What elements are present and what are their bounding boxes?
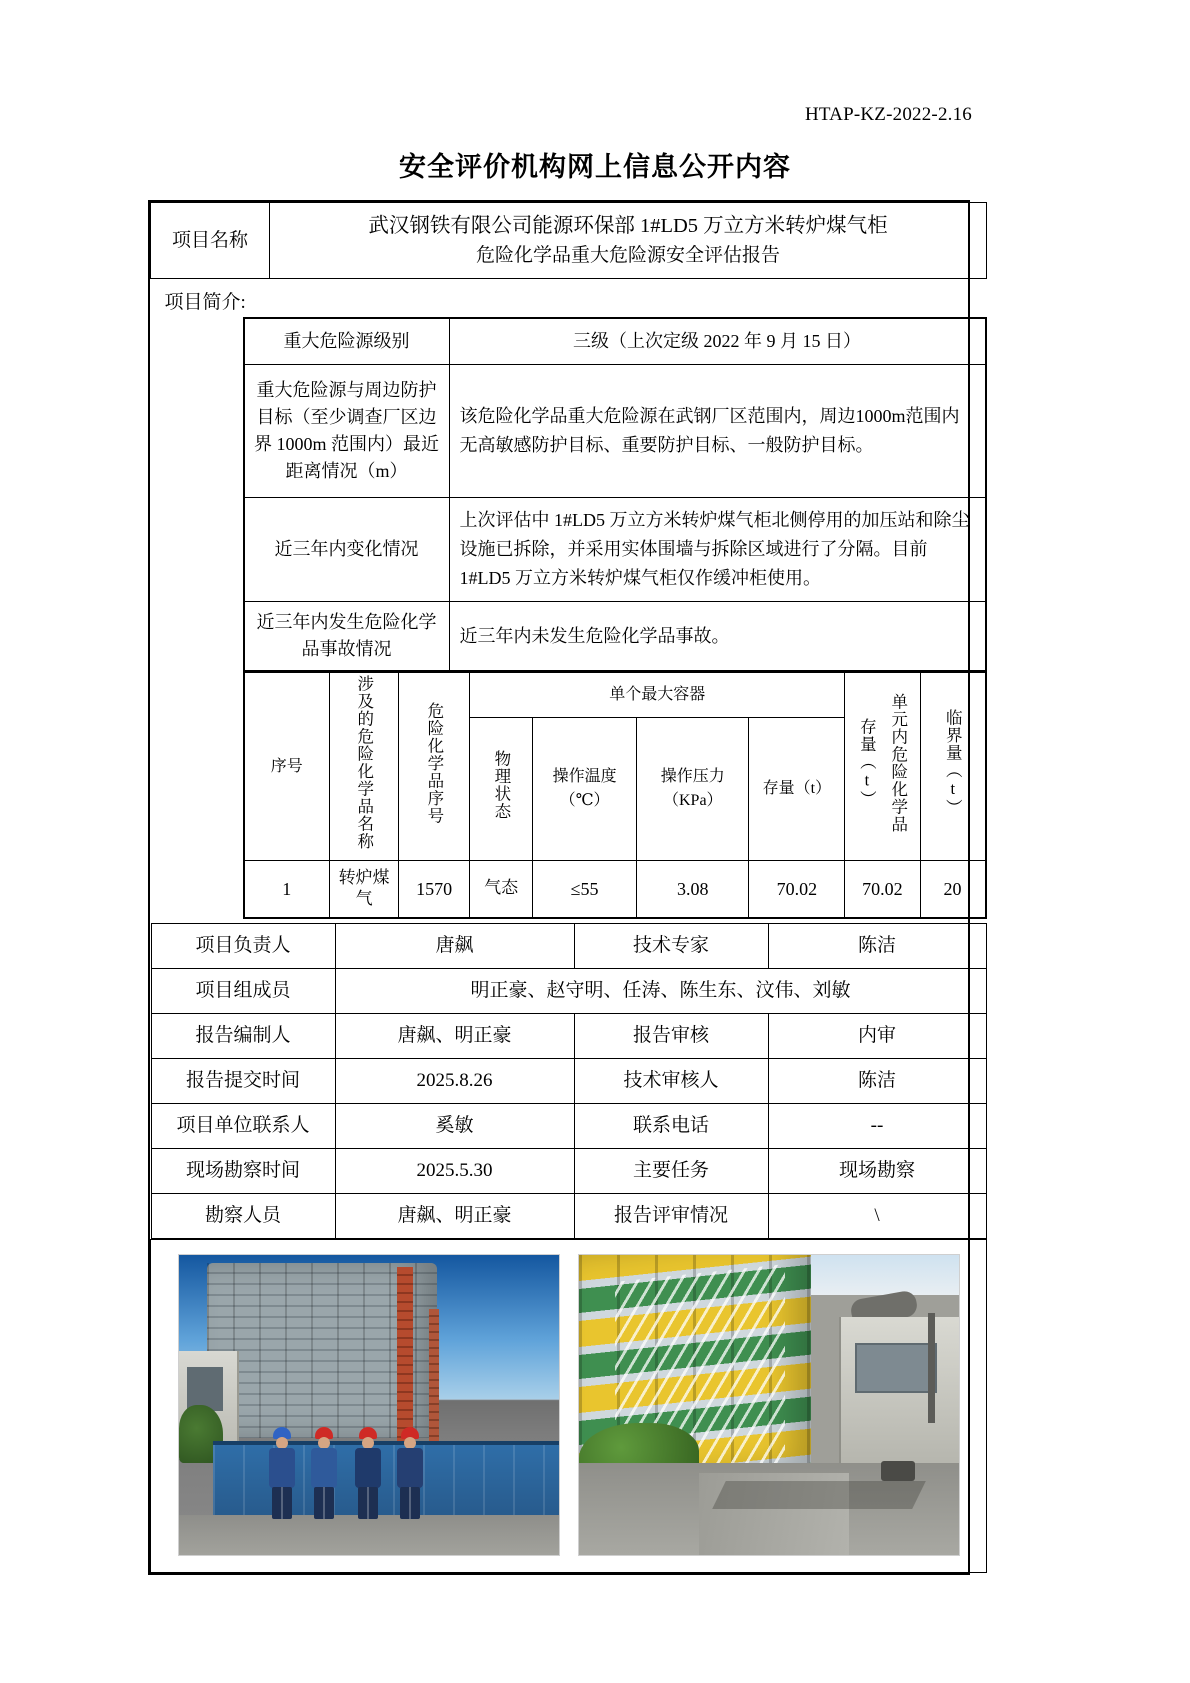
worker-legs: [272, 1487, 292, 1519]
cell-op-press: 3.08: [637, 860, 749, 918]
worker-uniform: [397, 1448, 423, 1488]
cell-storage: 70.02: [749, 860, 845, 918]
th-phys-state-text: 物理状态: [491, 750, 511, 821]
staff-label-4: 项目单位联系人: [151, 1103, 335, 1148]
th-unit-storage: [845, 672, 920, 860]
th-chem-seq-text: 危险化学品序号: [424, 701, 444, 825]
th-seq: 序号: [244, 672, 330, 860]
protection-target-label: 重大危险源与周边防护目标（至少调查厂区边界 1000m 范围内）最近距离情况（m）: [244, 364, 450, 497]
site-photo-plant-building: [578, 1254, 960, 1556]
staff-label-5: 现场勘察时间: [151, 1148, 335, 1193]
cell-unit-storage: 70.02: [845, 860, 920, 918]
photos-row: [151, 1239, 987, 1572]
th-chem-seq: [399, 672, 470, 860]
worker-head: [318, 1437, 330, 1449]
staff-row: [151, 1193, 986, 1238]
staff-label2-6: 报告评审情况: [574, 1193, 768, 1238]
staff-section-row: [151, 923, 987, 1240]
staff-value-4: 奚敏: [335, 1103, 574, 1148]
th-chem-name-text: 涉及的危险化学品名称: [354, 675, 374, 851]
staff-value-0: 唐飙: [335, 923, 574, 968]
accident-value: 近三年内未发生危险化学品事故。: [449, 602, 986, 672]
three-year-change-label: 近三年内变化情况: [244, 497, 450, 601]
staff-value2-5: 现场勘察: [768, 1148, 986, 1193]
staff-label-3: 报告提交时间: [151, 1058, 335, 1103]
staff-label-2: 报告编制人: [151, 1013, 335, 1058]
worker-legs: [358, 1487, 378, 1519]
project-name-line2: 危险化学品重大危险源安全评估报告: [475, 244, 780, 266]
th-op-temp: 操作温度（℃）: [533, 717, 637, 860]
cell-critical: 20: [920, 860, 986, 918]
right-building: [839, 1317, 959, 1467]
steel-tower-secondary: [429, 1309, 439, 1459]
staff-row: [151, 1103, 986, 1148]
protection-target-row: [244, 364, 986, 497]
staff-value2-3: 陈洁: [768, 1058, 986, 1103]
worker-head: [276, 1437, 288, 1449]
parked-cart: [881, 1461, 915, 1481]
accident-row: [244, 602, 986, 672]
cell-seq: 1: [244, 860, 330, 918]
staff-row: [151, 1013, 986, 1058]
worker-head: [362, 1437, 374, 1449]
worker-figure: [351, 1427, 385, 1519]
chem-data-row: [244, 860, 986, 918]
staff-label-0: 项目负责人: [151, 923, 335, 968]
th-phys-state: [470, 717, 533, 860]
th-op-press: 操作压力（KPa）: [637, 717, 749, 860]
photos-container: [151, 1240, 986, 1572]
worker-figure: [393, 1427, 427, 1519]
project-name-row: [151, 203, 987, 279]
worker-figure: [265, 1427, 299, 1519]
cell-chem-name: 转炉煤气: [330, 860, 399, 918]
chem-header-row-1: [244, 672, 986, 717]
ground-surface: [179, 1515, 559, 1555]
three-year-change-row: [244, 497, 986, 601]
main-content-frame: [148, 200, 970, 1575]
staff-value2-6: \: [768, 1193, 986, 1238]
th-max-container-group: 单个最大容器: [470, 672, 845, 717]
staff-value-6: 唐飙、明正豪: [335, 1193, 574, 1238]
worker-head: [404, 1437, 416, 1449]
staff-label2-4: 联系电话: [574, 1103, 768, 1148]
th-chem-name: [330, 672, 399, 860]
worker-uniform: [311, 1448, 337, 1488]
cell-phys-state: 气态: [470, 860, 533, 918]
staff-value-2: 唐飙、明正豪: [335, 1013, 574, 1058]
protection-target-value: 该危险化学品重大危险源在武钢厂区范围内，周边1000m范围内无高敏感防护目标、重要防护目标、一般防护目标。: [449, 364, 986, 497]
intro-inner-wrap: [165, 317, 987, 919]
staff-table: [151, 923, 987, 1239]
staff-label2-5: 主要任务: [574, 1148, 768, 1193]
accident-label: 近三年内发生危险化学品事故情况: [244, 602, 450, 672]
utility-post: [928, 1313, 935, 1423]
th-unit-storage-text: 单元内危险化学品存量（t）: [857, 692, 908, 833]
staff-section-cell: [151, 923, 987, 1240]
staff-label2-3: 技术审核人: [574, 1058, 768, 1103]
worker-uniform: [269, 1448, 295, 1488]
staff-row: [151, 968, 986, 1013]
chemical-table: [243, 671, 987, 918]
staff-value2-4: --: [768, 1103, 986, 1148]
worker-legs: [400, 1487, 420, 1519]
site-photo-gas-holder-workers: [178, 1254, 560, 1556]
document-code: HTAP-KZ-2022-2.16: [804, 104, 972, 125]
staff-label2-2: 报告审核: [574, 1013, 768, 1058]
th-critical-text: 临界量（t）: [943, 709, 963, 817]
photos-cell: [151, 1239, 987, 1572]
hazard-level-row: [244, 318, 986, 365]
hazard-level-label: 重大危险源级别: [244, 318, 450, 365]
staff-label2-0: 技术专家: [574, 923, 768, 968]
staff-label-6: 勘察人员: [151, 1193, 335, 1238]
staff-label-1: 项目组成员: [151, 968, 335, 1013]
intro-table: [243, 317, 987, 673]
page-title: 安全评价机构网上信息公开内容: [399, 152, 791, 182]
three-year-change-value: 上次评估中 1#LD5 万立方米转炉煤气柜北侧停用的加压站和除尘设施已拆除，并采用实体围墙与拆除区域进行了分隔。目前 1#LD5 万立方米转炉煤气柜仅作缓冲柜使用。: [449, 497, 986, 601]
cell-chem-seq: 1570: [399, 860, 470, 918]
staff-row: [151, 1148, 986, 1193]
intro-cell: [151, 279, 987, 923]
building-shadow: [712, 1481, 926, 1509]
staff-row: [151, 923, 986, 968]
staff-value2-0: 陈洁: [768, 923, 986, 968]
staff-value2-2: 内审: [768, 1013, 986, 1058]
staff-value-3: 2025.8.26: [335, 1058, 574, 1103]
hazard-level-value: 三级（上次定级 2022 年 9 月 15 日）: [449, 318, 986, 365]
staff-value-5: 2025.5.30: [335, 1148, 574, 1193]
th-critical: [920, 672, 986, 860]
worker-legs: [314, 1487, 334, 1519]
project-name-value: [270, 203, 987, 279]
main-table: [150, 202, 987, 1573]
intro-label: 项目简介:: [164, 292, 246, 314]
staff-row: [151, 1058, 986, 1103]
worker-figure: [307, 1427, 341, 1519]
staff-value-1: 明正豪、赵守明、任涛、陈生东、汶伟、刘敏: [335, 968, 986, 1013]
th-storage: 存量（t）: [749, 717, 845, 860]
worker-uniform: [355, 1448, 381, 1488]
project-name-line1: 武汉钢铁有限公司能源环保部 1#LD5 万立方米转炉煤气柜: [368, 215, 888, 237]
cell-op-temp: ≤55: [533, 860, 637, 918]
intro-row: [151, 279, 987, 923]
project-name-label: 项目名称: [151, 203, 270, 279]
